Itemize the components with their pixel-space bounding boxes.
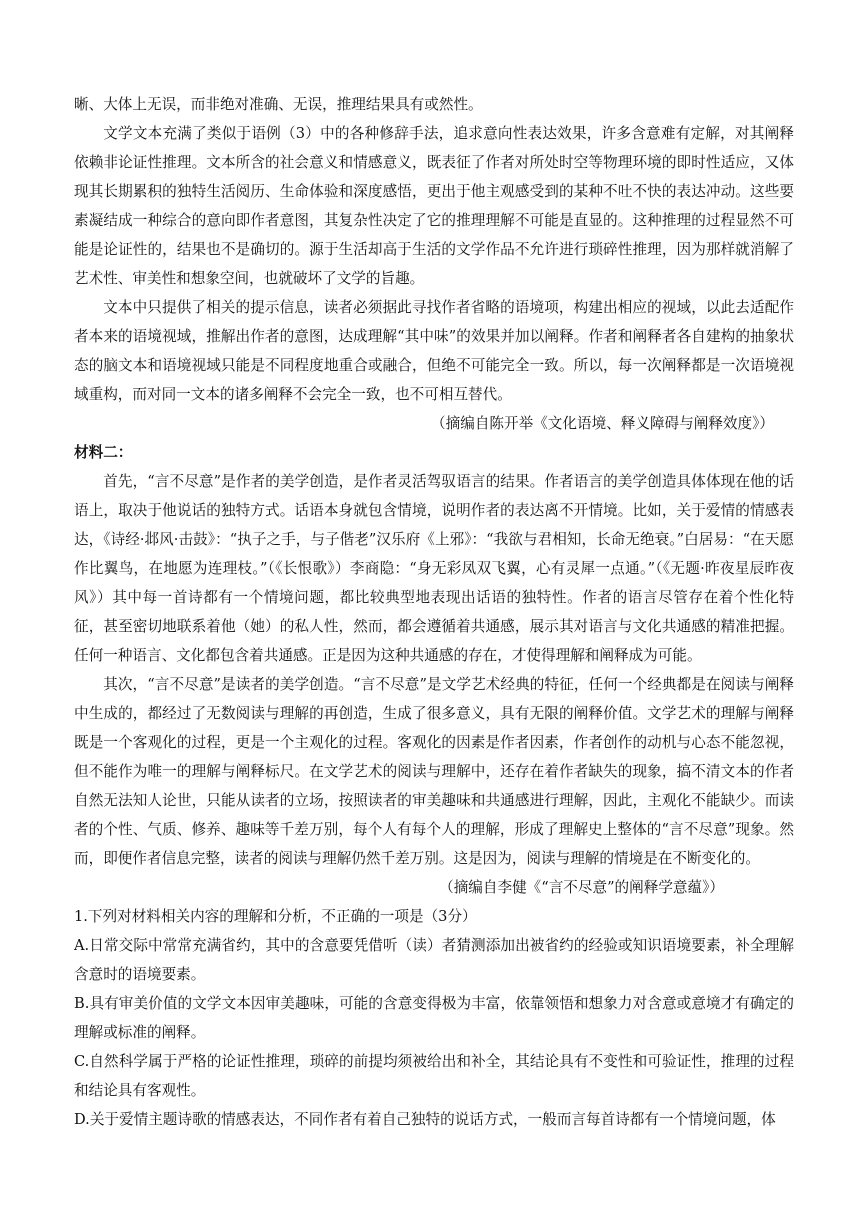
material2-heading: 材料二： [74, 444, 133, 461]
question1-option-c: C.自然科学属于严格的论证性推理，琐碎的前提均须被给出和补全，其结论具有不变性和可验证性，推理的过程和结论具有客观性。 [74, 1053, 794, 1099]
material2-source: （摘编自李健《“言不尽意”的阐释学意蕴》） [439, 879, 724, 896]
document-page [74, 90, 794, 1134]
question1-stem: 1.下列对材料相关内容的理解和分析，不正确的一项是（3分） [74, 908, 477, 925]
material1-paragraph-1: 文学文本充满了类似于语例（3）中的各种修辞手法，追求意向性表达效果，许多含意难有定解，对其阐释依赖非论证性推理。文本所含的社会意义和情感意义，既表征了作者对所处时空等物理环境的即时性适应，又体现其长期累积的独特生活阅历、生命体验和深度感悟，更出于他主观感受到的某种不吐不快的表达冲动。这些要素凝结成一种综合的意向即作者意图，其复杂性决定了它的推理理解不可能是直显的。这种推理的过程显然不可能是论证性的，结果也不是确切的。源于生活却高于生活的文学作品不允许进行琐碎性推理，因为那样就消解了艺术性、审美性和想象空间，也就破坏了文学的旨趣。 [74, 125, 794, 287]
material1-paragraph-2: 文本中只提供了相关的提示信息，读者必须据此寻找作者省略的语境项，构建出相应的视域，以此去适配作者本来的语境视域，推解出作者的意图，达成理解“其中味”的效果并加以阐释。作者和阐释者各自建构的抽象状态的脑文本和语境视域只能是不同程度地重合或融合，但绝不可能完全一致。所以，每一次阐释都是一次语境视域重构，而对同一文本的诸多阐释不会完全一致，也不可相互替代。 [74, 299, 794, 403]
material1-source: （摘编自陈开举《文化语境、释义障碍与阐释效度》） [431, 415, 774, 432]
question1-option-d: D.关于爱情主题诗歌的情感表达，不同作者有着自己独特的说话方式，一般而言每首诗都有一个情境问题，体 [74, 1111, 776, 1128]
material2-paragraph-2: 其次，“言不尽意”是读者的美学创造。“言不尽意”是文学艺术经典的特征，任何一个经典都是在阅读与阐释中生成的，都经过了无数阅读与理解的再创造，生成了很多意义，具有无限的阐释价值。文学艺术的理解与阐释既是一个客观化的过程，更是一个主观化的过程。客观化的因素是作者因素，作者创作的动机与心态不能忽视，但不能作为唯一的理解与阐释标尺。在文学艺术的阅读与理解中，还存在着作者缺失的现象，搞不清文本的作者自然无法知人论世，只能从读者的立场，按照读者的审美趣味和共通感进行理解，因此，主观化不能缺少。而读者的个性、气质、修养、趣味等千差万别，每个人有每个人的理解，形成了理解史上整体的“言不尽意”现象。然而，即便作者信息完整，读者的阅读与理解仍然千差万别。这是因为，阅读与理解的情境是在不断变化的。 [74, 676, 794, 867]
material2-paragraph-1: 首先，“言不尽意”是作者的美学创造，是作者灵活驾驭语言的结果。作者语言的美学创造具体体现在他的话语上，取决于他说话的独特方式。话语本身就包含情境，说明作者的表达离不开情境。比如，关于爱情的情感表达，《诗经·邶风·击鼓》：“执子之手，与子偕老”汉乐府《上邪》：“我欲与君相知，长命无绝衰。”白居易：“在天愿作比翼鸟，在地愿为连理枝。”（《长恨歌》）李商隐：“身无彩凤双飞翼，心有灵犀一点通。”（《无题·昨夜星辰昨夜风》）其中每一首诗都有一个情境问题，都比较典型地表现出话语的独特性。作者的语言尽管存在着个性化特征，甚至密切地联系着他（她）的私人性，然而，都会遵循着共通感，展示其对语言与文化共通感的精准把握。任何一种语言、文化都包含着共通感。正是因为这种共通感的存在，才使得理解和阐释成为可能。 [74, 473, 794, 664]
question1-option-b: B.具有审美价值的文学文本因审美趣味，可能的含意变得极为丰富，依靠领悟和想象力对含意或意境才有确定的理解或标准的阐释。 [74, 995, 794, 1041]
question1-option-a: A.日常交际中常常充满省约，其中的含意要凭借听（读）者猜测添加出被省约的经验或知识语境要素，补全理解含意时的语境要素。 [74, 937, 794, 983]
material1-paragraph-0: 晰、大体上无误，而非绝对准确、无误，推理结果具有或然性。 [74, 96, 483, 113]
